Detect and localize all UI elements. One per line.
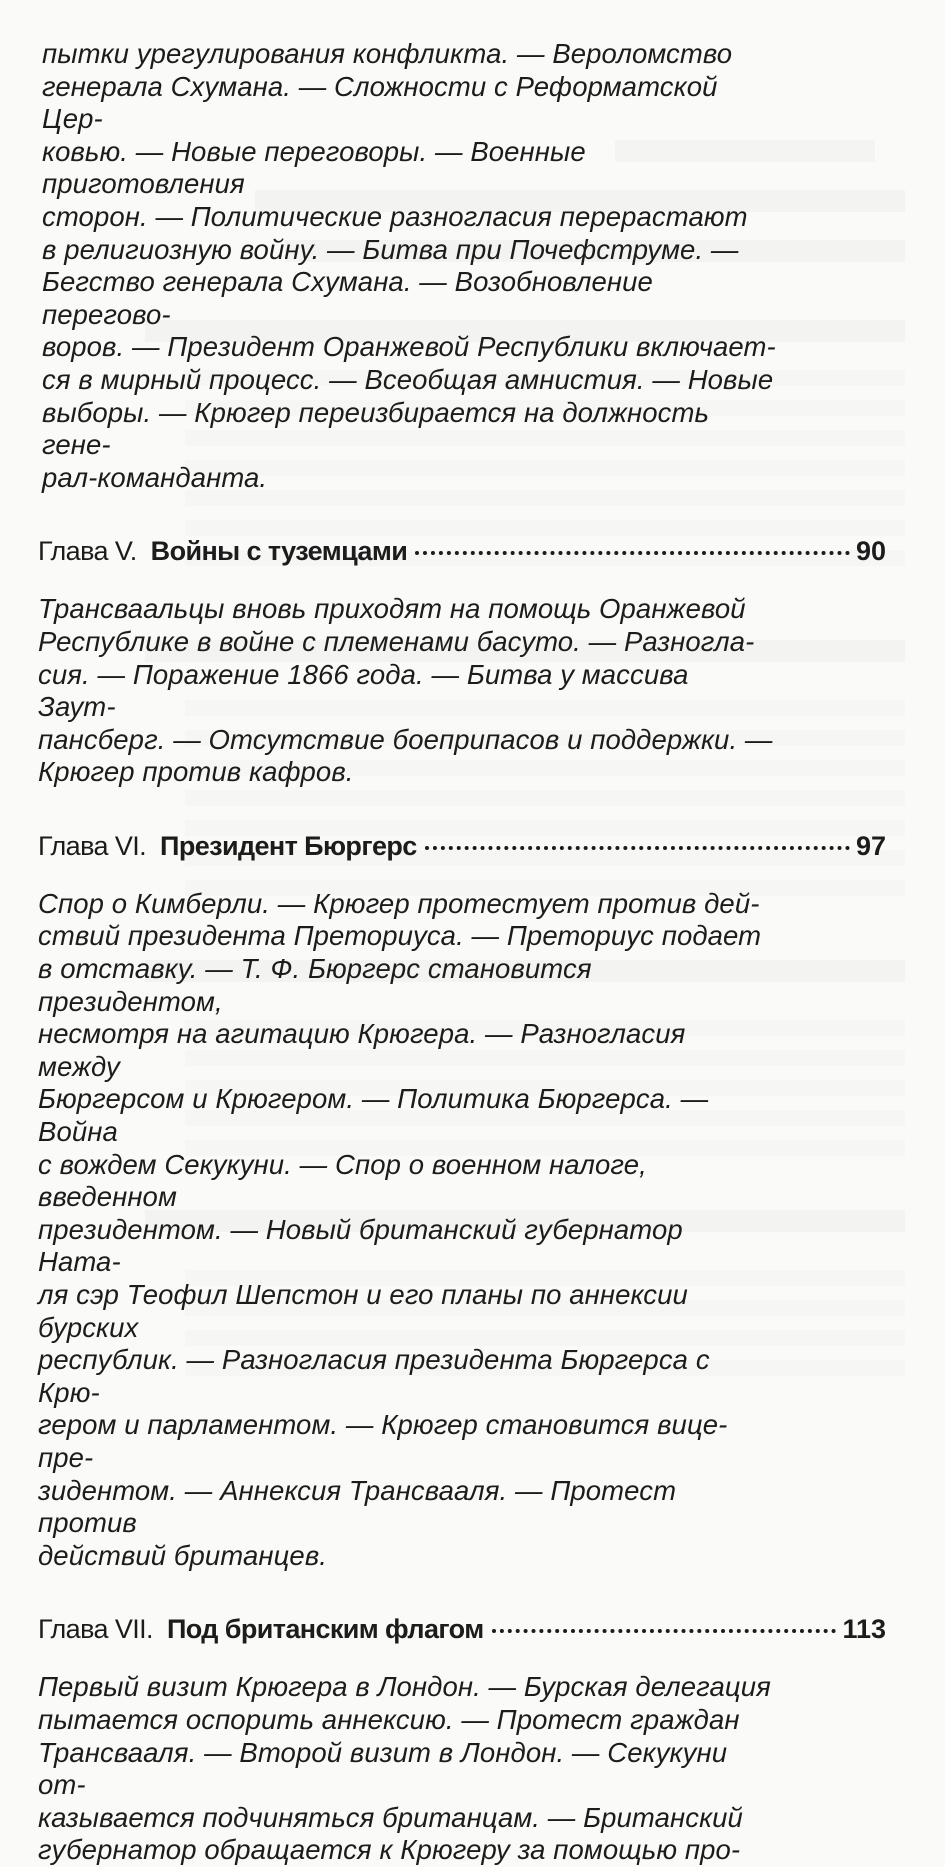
toc-entry-heading xyxy=(38,1614,886,1645)
toc-entry xyxy=(38,536,886,789)
dot-leader xyxy=(492,1629,837,1633)
chapter-title: Президент Бюргерс xyxy=(160,830,417,861)
chapter-iv-description-continued: пытки урегулирования конфликта. — Вероломство генерала Схумана. — Сложности с Реформатской Цер- ковью. — Новые переговоры. — Военные приготовления сторон. — Политические разногласия перерастают в религиозную войну. — Битва при Почефструме. — Бегство генерала Схумана. — Возобновление перегово- воров. — Президент Оранжевой Республики включает- ся в мирный процесс. — Всеобщая амнистия. — Новые выборы. — Крюгер переизбирается на должность гене- рал-команданта. xyxy=(42,38,776,493)
toc-entry-heading xyxy=(38,831,886,862)
chapter-description: Первый визит Крюгера в Лондон. — Бурская делегация пытается оспорить аннексию. — Протест граждан Трансвааля. — Второй визит в Лондон. — Секукуни от- казывается подчиняться британцам. — Британский губернатор обращается к Крюгеру за помощью про- xyxy=(38,1671,771,1866)
chapter-description: Спор о Кимберли. — Крюгер протестует против дей- ствий президента Преториуса. — Преториус подает в отставку. — Т. Ф. Бюргерс становится президентом, несмотря на агитацию Крюгера. — Разногласия между Бюргерсом и Крюгером. — Политика Бюргерса. — Война с вождем Секукуни. — Спор о военном налоге, введенном президентом. — Новый британский губернатор Ната- ля сэр Теофил Шепстон и его планы по аннексии бурских республик. — Разногласия президента Бюргерса с Крю- гером и парламентом. — Крюгер становится вице-пре- зидентом. — Аннексия Трансвааля. — Протест против действий британцев. xyxy=(38,887,762,1571)
dot-leader xyxy=(415,551,850,555)
chapter-title: Под британским флагом xyxy=(166,1614,484,1645)
chapter-page-number: 97 xyxy=(855,830,886,861)
chapter-title: Войны с туземцами xyxy=(150,536,408,567)
toc-entry-heading xyxy=(38,536,886,567)
chapter-description: Трансваальцы вновь приходят на помощь Оранжевой Республике в войне с племенами басуто. — Разногла- сия. — Поражение 1866 года. — Битва у массива Заут- пансберг. — Отсутствие боеприпасов и поддержки. — Крюгер против кафров. xyxy=(38,593,773,788)
chapter-label: Глава V. xyxy=(38,536,137,567)
chapter-page-number: 113 xyxy=(842,1614,886,1645)
toc-entry xyxy=(38,831,886,1572)
chapter-label: Глава VI. xyxy=(38,830,147,861)
dot-leader xyxy=(425,846,850,850)
toc-content xyxy=(38,38,886,1867)
chapter-page-number: 90 xyxy=(855,536,886,567)
toc-entry xyxy=(38,1614,886,1867)
chapter-label: Глава VII. xyxy=(38,1614,153,1645)
